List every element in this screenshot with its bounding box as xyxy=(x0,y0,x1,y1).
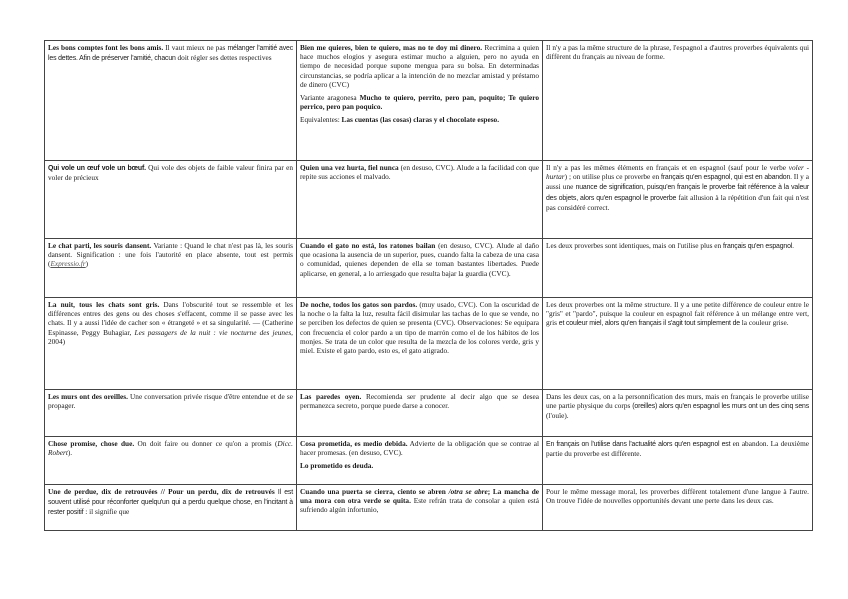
spanish-proverb-title: Cosa prometida, es medio debida. xyxy=(300,439,408,448)
equivalents-paragraph xyxy=(300,115,539,124)
french-proverb-title: Le chat parti, les souris dansent. xyxy=(48,241,152,250)
french-proverb-title: Une de perdue, dix de retrouvées // Pour un perdu, dix de retrouvés xyxy=(48,487,275,496)
comparison-cell xyxy=(543,298,813,390)
spanish-proverb-cell xyxy=(297,239,543,298)
comparison-text: Il n'y a pas la même structure de la phrase, l'espagnol a d'autres proverbes équivalents qui diffèrent du français au niveau de forme. xyxy=(546,43,809,62)
comparison-text: en abandon. La deuxième partie du proverbe est différente. xyxy=(546,439,809,459)
french-proverb-text: Dans l'obscurité tout se ressemble et les différences entres des gens ou des choses s'effacent, comme il se passe avec les chats. Il y a aussi l'idée de cacher son « étrangeté » et sa singularité. — (Catherine Espinasse, Peggy Buhagiar, xyxy=(48,300,293,337)
french-proverb-title: Chose promise, chose due. xyxy=(48,439,135,448)
french-proverb-text: , 2004) xyxy=(48,327,293,346)
french-proverb-title: Qui vole un œuf vole un bœuf. xyxy=(48,165,146,172)
spanish-proverb-title-alt: /otra se abre xyxy=(448,487,488,496)
french-proverb-cell xyxy=(45,41,297,161)
french-proverb-cell xyxy=(45,390,297,437)
spanish-proverb-text: (muy usado, CVC). Con la oscuridad de la noche o la falta la luz, resulta fácil disimular las tachas de lo que se vende, no se perciben los defectos de quien se presenta (CVC). Observaciones: Se equipara con frecuencia el color pardo a un tipo de marrón como el de los hábitos de los monjes. Se trata de un color que resulta de la mezcla de los colores verde, gris y miel. Existe el gato pardo, esto es, el gato atigrado. xyxy=(300,300,539,356)
spanish-proverb-text: (en desuso, CVC). Alude a la facilidad con que repite sus acciones el malvado. xyxy=(300,163,539,182)
spanish-proverb-title: Cuando una puerta se cierra, ciento se abren xyxy=(300,487,449,496)
comparison-cell xyxy=(543,161,813,239)
spanish-proverb-cell xyxy=(297,390,543,437)
comparison-text: Les deux proverbes sont identiques, mais on l'utilise plus en xyxy=(546,241,724,250)
comparison-text-condensed: nuance de signification, puisqu'en français le proverbe fait référence à la valeur des objets, alors qu'en espagnol le proverbe xyxy=(546,184,810,202)
table-row xyxy=(45,485,813,531)
french-proverb-text: ) xyxy=(85,259,89,269)
french-proverb-cell xyxy=(45,437,297,485)
french-proverb-title: Les murs ont des oreilles. xyxy=(48,392,128,401)
french-proverb-text: Qui vole des objets de faible valeur finira par en voler de précieux xyxy=(48,163,293,183)
french-proverb-cell xyxy=(45,298,297,390)
french-proverb-cell xyxy=(45,161,297,239)
spanish-proverb-text: Advierte de la obligación que se contrae al hacer promesas. (en desuso, CVC). xyxy=(300,439,539,458)
table-row xyxy=(45,41,813,161)
spanish-proverb-text: Este refrán trata de consolar a quien está sufriendo algún infortunio, xyxy=(300,496,539,515)
french-proverb-text: Variante : Quand le chat n'est pas là, les souris dansent. Signification : une fois l'autorité en place absente, tout est permis ( xyxy=(48,241,293,269)
table-row xyxy=(45,298,813,390)
spanish-proverb-title: Bien me quieres, bien te quiero, mas no te doy mi dinero. xyxy=(300,43,483,52)
french-proverb-text: doit régler ses dettes respectives xyxy=(175,53,272,63)
comparison-text-condensed: français qu'en espagnol. xyxy=(723,243,794,250)
french-proverb-title: Les bons comptes font les bons amis. xyxy=(48,43,164,52)
spanish-proverb-cell xyxy=(297,437,543,485)
comparison-text-condensed: En français on l'utilise dans l'actualité alors qu'en espagnol est xyxy=(546,441,731,448)
spanish-proverb-title: De noche, todos los gatos son pardos. xyxy=(300,300,418,309)
spanish-proverb-title: Cuando el gato no está, los ratones bailan xyxy=(300,241,436,250)
table-row xyxy=(45,437,813,485)
comparison-cell xyxy=(543,437,813,485)
french-proverb-text: On doit faire ou donner ce qu'on a promis ( xyxy=(134,439,278,448)
table-row xyxy=(45,390,813,437)
spanish-proverb-title: ; La mancha de una mora con otra verde se quita. xyxy=(300,487,539,506)
comparison-text-condensed: (oreilles) alors qu'en espagnol les murs ont un des cinq sens xyxy=(632,403,809,411)
comparison-cell xyxy=(543,485,813,531)
comparison-cell xyxy=(543,239,813,298)
equivalents-label: Equivalentes: xyxy=(300,115,342,125)
comparison-cell xyxy=(543,41,813,161)
comparison-text: fait allusion à la répétition d'un fait qui n'est pas considéré correct. xyxy=(546,192,809,212)
second-proverb: Lo prometido es deuda. xyxy=(300,461,374,471)
variant-label: Variante aragonesa xyxy=(300,93,360,103)
source-text: Dicc. Robert xyxy=(48,439,293,458)
comparison-text: Pour le même message moral, les proverbes diffèrent totalement d'une langue à l'autre. On trouve l'idée de nouvelles opportunités devant une perte dans les deux cas. xyxy=(546,487,809,506)
table-row xyxy=(45,161,813,239)
equivalents-text: Las cuentas (las cosas) claras y el chocolate espeso. xyxy=(341,115,500,125)
comparison-text: ) ; on utilise plus ce proverbe en xyxy=(564,172,662,182)
french-proverb-text-condensed: mélanger l'amitié avec les dettes. Afin de préserver l'amitié, chacun xyxy=(48,45,293,63)
comparison-text: (l'ouïe). xyxy=(546,411,569,421)
proverbs-table xyxy=(44,40,813,531)
comparison-cell xyxy=(543,390,813,437)
verb-text: voler - hurtar xyxy=(546,163,810,182)
spanish-proverb-cell xyxy=(297,485,543,531)
source-link[interactable]: Expressio.fr xyxy=(50,259,86,269)
variant-paragraph xyxy=(300,93,539,111)
spanish-proverb-text: Recomienda ser prudente al decir algo que se desea permanezca secreto, porque puede darse a conocer. xyxy=(300,392,539,411)
spanish-proverb-title: Las paredes oyen. xyxy=(300,392,362,401)
french-proverb-text: Une conversation privée risque d'être entendue et de se propager. xyxy=(48,392,293,411)
comparison-text: Il y a aussi une xyxy=(546,172,809,192)
variant-text: Mucho te quiero, perrito, pero pan, poquito; Te quiero perrico, pero pan poquico. xyxy=(300,93,539,112)
french-proverb-text: Il vaut mieux ne pas xyxy=(163,43,228,52)
spanish-proverb-cell xyxy=(297,161,543,239)
comparison-text: Il n'y a pas les mêmes éléments en français et en espagnol (sauf pour le verbe xyxy=(546,163,789,172)
french-proverb-text-condensed: Il est souvent utilisé pour réconforter quelqu'un qui a perdu quelque chose, en l'incitant à rester positif xyxy=(48,489,293,517)
spanish-proverb-cell xyxy=(297,41,543,161)
french-proverb-text: : il signifie que xyxy=(83,507,130,517)
comparison-text-condensed: français qu'en espagnol, qui est en abandon. xyxy=(661,174,792,182)
french-proverb-title: La nuit, tous les chats sont gris. xyxy=(48,300,160,309)
french-proverb-text: ). xyxy=(67,448,73,458)
spanish-proverb-text: (en desuso, CVC). Alude al daño que ocasiona la ausencia de un superior, pues, cuando falta la cabeza de una casa o comunidad, quienes dependen de ella se toman bastantes libertades. Puede aplicarse, en general, a lo arriesgado que resulta bajar la guardia (CVC). xyxy=(300,241,539,278)
spanish-proverb-title: Quien una vez hurta, fiel nunca xyxy=(300,163,399,172)
french-proverb-cell xyxy=(45,485,297,531)
comparison-text: la couleur grise. xyxy=(739,318,789,328)
french-proverb-cell xyxy=(45,239,297,298)
book-title: Les passagers de la nuit : vie nocturne des jeunes xyxy=(134,327,292,337)
spanish-proverb-cell xyxy=(297,298,543,390)
spanish-proverb-text: Recrimina a quien hace muchos elogios y asegura estimar mucho a alguien, pero no ayuda en tiempo de necesidad porque supone mengua para su bolsa. En determinadas circunstancias, se podría aplicar a la intención de no mezclar amistad y préstamo de dinero (CVC) xyxy=(300,43,539,89)
table-row xyxy=(45,239,813,298)
comparison-text: Les deux proverbes ont la même structure. Il y a une petite différence de couleur entre le "gris" et "pardo", puisque la couleur en espagnol fait référence à un mélange entre vert, gris xyxy=(546,300,809,328)
comparison-text: Dans les deux cas, on a la personnification des murs, mais en français le proverbe utilise une partie physique du corps xyxy=(546,392,809,411)
comparison-text-condensed: et couleur miel, alors qu'en français il s'agit tout simplement de xyxy=(558,320,740,328)
